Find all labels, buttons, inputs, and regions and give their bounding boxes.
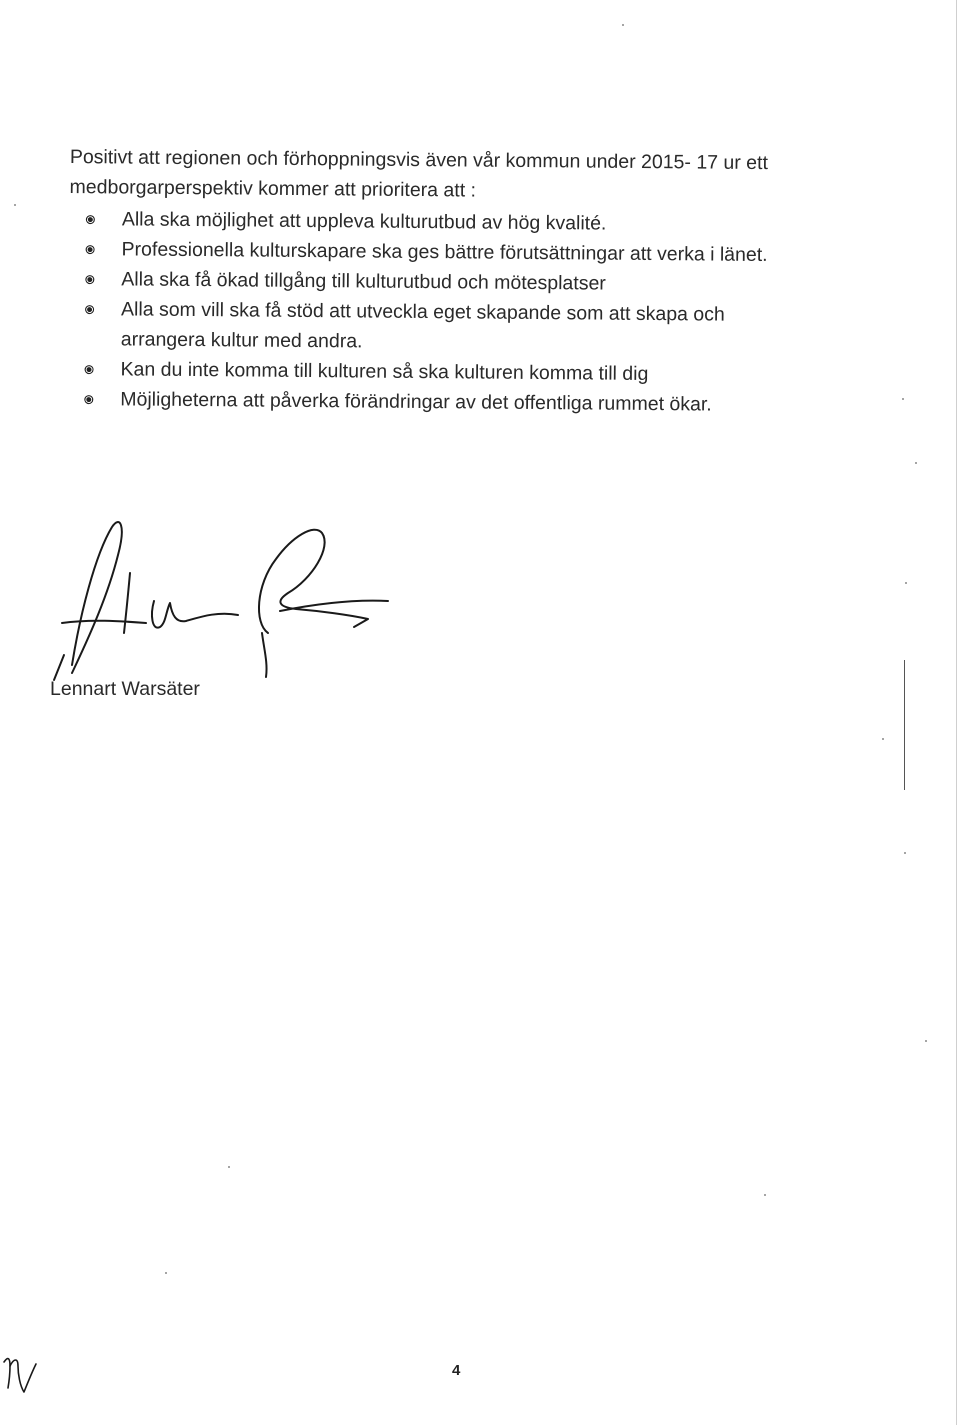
list-item-text: Professionella kulturskapare ska ges bättre förutsättningar att verka i länet. bbox=[121, 238, 768, 266]
scan-speck bbox=[882, 738, 884, 740]
bullet-icon bbox=[85, 275, 94, 284]
scan-speck bbox=[764, 1194, 766, 1196]
scan-speck bbox=[228, 1166, 230, 1168]
scan-speck bbox=[925, 1040, 927, 1042]
scan-speck bbox=[904, 852, 906, 854]
intro-paragraph: Positivt att regionen och förhoppningsvis även vår kommun under 2015- 17 ur ett medborgarperspektiv kommer att prioritera att : bbox=[69, 145, 769, 202]
scan-speck bbox=[14, 204, 16, 206]
bullet-icon bbox=[86, 215, 95, 224]
handwritten-initials bbox=[0, 1352, 50, 1400]
scan-speck bbox=[622, 24, 624, 26]
priority-list bbox=[80, 204, 802, 420]
page-number: 4 bbox=[452, 1362, 461, 1379]
scan-edge-line bbox=[956, 0, 957, 1425]
bullet-icon bbox=[85, 365, 94, 374]
list-item-text: Alla ska möjlighet att uppleva kulturutbud av hög kvalité. bbox=[121, 208, 607, 235]
list-item-text: Kan du inte komma till kulturen så ska kulturen komma till dig bbox=[120, 358, 649, 385]
list-item bbox=[81, 294, 801, 360]
list-item-text: Alla som vill ska få stöd att utveckla eget skapande som att skapa och arrangera kultur med andra. bbox=[120, 298, 725, 353]
scan-speck bbox=[902, 398, 904, 400]
scan-speck bbox=[165, 1272, 167, 1274]
scan-speck bbox=[915, 462, 917, 464]
scan-speck bbox=[905, 582, 907, 584]
margin-line bbox=[904, 660, 905, 790]
list-item-text: Möjligheterna att påverka förändringar av det offentliga rummet ökar. bbox=[120, 388, 712, 416]
bullet-icon bbox=[85, 305, 94, 314]
list-item-text: Alla ska få ökad tillgång till kulturutbud och mötesplatser bbox=[121, 268, 606, 295]
list-item bbox=[80, 384, 800, 420]
handwritten-signature bbox=[50, 515, 410, 685]
bullet-icon bbox=[84, 395, 93, 404]
bullet-icon bbox=[86, 245, 95, 254]
signer-name: Lennart Warsäter bbox=[50, 678, 200, 700]
